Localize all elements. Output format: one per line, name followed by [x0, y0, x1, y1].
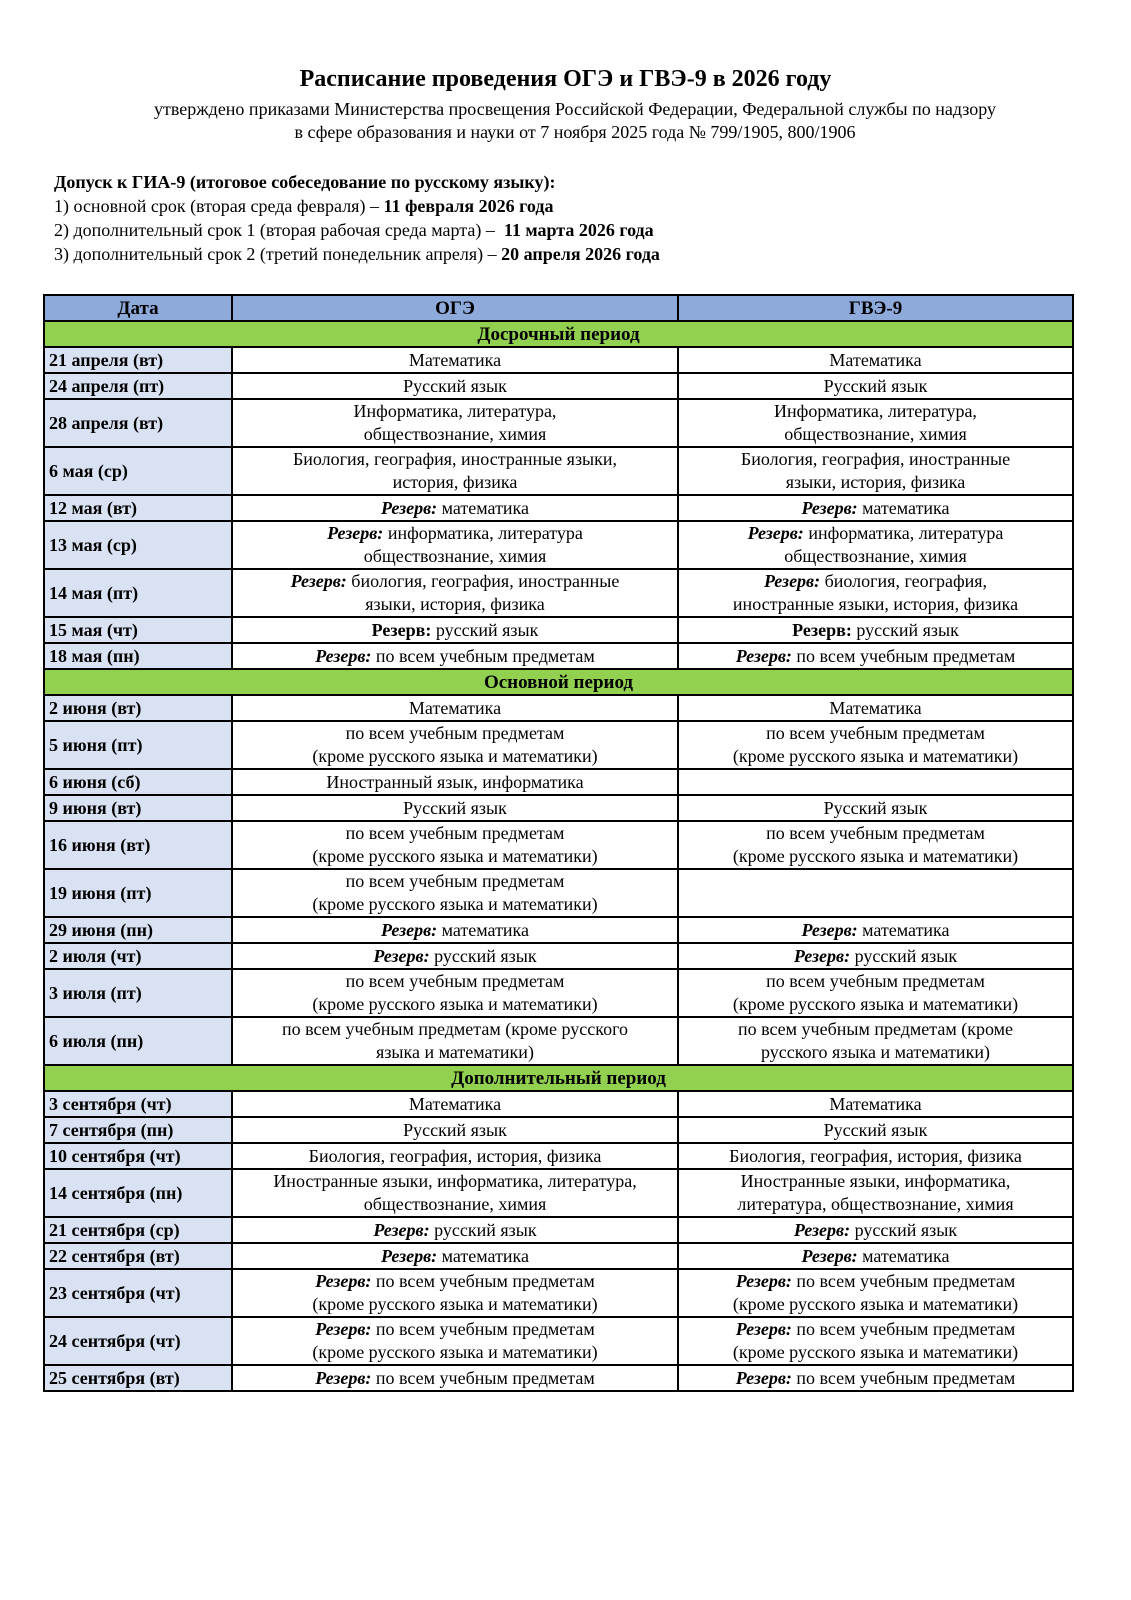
cell-line — [237, 522, 673, 545]
admission-item-date: 20 апреля 2026 года — [501, 244, 660, 264]
column-header-gve: ГВЭ-9 — [678, 295, 1073, 321]
cell-line — [683, 1270, 1068, 1293]
oge-cell — [232, 569, 678, 617]
date-cell: 19 июня (пт) — [44, 869, 232, 917]
cell-text: Иностранные языки, информатика, — [740, 1171, 1011, 1191]
cell-line: история, физика — [392, 472, 518, 492]
reserve-label: Резерв: — [763, 571, 821, 591]
admission-item-date: 11 марта 2026 года — [503, 220, 654, 240]
oge-cell — [232, 495, 678, 521]
date-cell: 15 мая (чт) — [44, 617, 232, 643]
reserve-label: Резерв: — [315, 1271, 372, 1291]
cell-text: по всем учебным предметам — [791, 1319, 1016, 1339]
cell-line: обществознание, химия — [363, 1194, 547, 1214]
cell-line — [683, 1119, 1068, 1142]
cell-line — [237, 771, 673, 794]
cell-text: Иностранный язык, информатика — [326, 771, 584, 792]
oge-cell — [232, 1169, 678, 1217]
table-row — [44, 1217, 1073, 1243]
gve-cell — [678, 643, 1073, 669]
table-row — [44, 943, 1073, 969]
cell-text: по всем учебным предметам — [345, 971, 565, 991]
reserve-label: Резерв: — [792, 619, 852, 640]
date-cell: 2 июня (вт) — [44, 695, 232, 721]
oge-cell — [232, 1217, 678, 1243]
cell-line — [683, 797, 1068, 820]
table-row — [44, 1243, 1073, 1269]
reserve-label: Резерв: — [735, 1271, 792, 1291]
cell-line: русского языка и математики) — [761, 1042, 990, 1062]
gve-cell — [678, 969, 1073, 1017]
cell-line: (кроме русского языка и математики) — [312, 894, 598, 914]
cell-text: по всем учебным предметам — [766, 823, 985, 843]
cell-text: по всем учебным предметам — [371, 1367, 595, 1388]
gve-cell — [678, 521, 1073, 569]
cell-text: математика — [437, 919, 530, 940]
cell-text: биология, география, — [820, 571, 988, 591]
table-row — [44, 1317, 1073, 1365]
oge-cell — [232, 943, 678, 969]
table-row — [44, 399, 1073, 447]
reserve-label: Резерв: — [735, 645, 792, 666]
cell-line — [683, 970, 1068, 993]
schedule-table — [43, 294, 1074, 1392]
cell-line: обществознание, химия — [363, 424, 547, 444]
cell-text: математика — [437, 1245, 530, 1266]
cell-line — [237, 1219, 673, 1242]
page-title: Расписание проведения ОГЭ и ГВЭ-9 в 2026 году — [299, 66, 832, 92]
gve-cell — [678, 1317, 1073, 1365]
table-row — [44, 495, 1073, 521]
cell-line: (кроме русского языка и математики) — [312, 1342, 598, 1362]
oge-cell — [232, 1243, 678, 1269]
cell-text: русский язык — [429, 1219, 537, 1240]
cell-line — [237, 870, 673, 893]
table-row — [44, 1117, 1073, 1143]
column-header-oge: ОГЭ — [232, 295, 678, 321]
date-cell: 18 мая (пн) — [44, 643, 232, 669]
gve-cell — [678, 399, 1073, 447]
cell-text: математика — [857, 919, 950, 940]
admission-item-date: 11 февраля 2026 года — [383, 196, 554, 216]
oge-cell — [232, 969, 678, 1017]
gve-cell — [678, 769, 1073, 795]
reserve-label: Резерв: — [801, 1245, 858, 1266]
cell-text: по всем учебным предметам — [371, 645, 595, 666]
period-title: Дополнительный период — [44, 1065, 1073, 1091]
gve-cell — [678, 569, 1073, 617]
reserve-label: Резерв: — [315, 1367, 372, 1388]
date-cell: 6 июня (сб) — [44, 769, 232, 795]
reserve-label: Резерв: — [735, 1367, 792, 1388]
cell-line: обществознание, химия — [784, 424, 967, 444]
admission-item — [54, 242, 1054, 266]
cell-text: по всем учебным предметам — [345, 723, 565, 743]
cell-line — [237, 1018, 673, 1041]
reserve-label: Резерв: — [371, 619, 432, 640]
gve-cell — [678, 617, 1073, 643]
cell-line: (кроме русского языка и математики) — [732, 846, 1019, 866]
cell-line — [237, 1367, 673, 1390]
table-row — [44, 1269, 1073, 1317]
cell-text: Русский язык — [403, 1119, 507, 1140]
gve-cell — [678, 1365, 1073, 1391]
date-cell: 3 июля (пт) — [44, 969, 232, 1017]
gve-cell — [678, 1217, 1073, 1243]
gve-cell — [678, 943, 1073, 969]
cell-text: по всем учебным предметам (кроме русского — [281, 1019, 629, 1039]
cell-text: Информатика, литература, — [774, 401, 977, 421]
gve-cell — [678, 1269, 1073, 1317]
cell-text: Математика — [829, 349, 922, 370]
date-cell: 2 июля (чт) — [44, 943, 232, 969]
cell-text: биология, география, иностранные — [346, 571, 620, 591]
gve-cell — [678, 1169, 1073, 1217]
table-row — [44, 373, 1073, 399]
cell-text: Биология, география, иностранные языки, — [292, 449, 618, 469]
cell-text: русский язык — [850, 1219, 958, 1240]
cell-line — [683, 1219, 1068, 1242]
date-cell: 5 июня (пт) — [44, 721, 232, 769]
cell-line — [237, 722, 673, 745]
reserve-label: Резерв: — [373, 945, 430, 966]
admission-item-text: 2) дополнительный срок 1 (вторая рабочая среда марта) – — [54, 220, 504, 240]
oge-cell — [232, 1317, 678, 1365]
table-row — [44, 917, 1073, 943]
cell-line — [683, 1367, 1068, 1390]
table-row — [44, 821, 1073, 869]
reserve-label: Резерв: — [801, 497, 858, 518]
reserve-label: Резерв: — [373, 1219, 430, 1240]
cell-text: Русский язык — [823, 1119, 928, 1140]
reserve-label: Резерв: — [380, 1245, 438, 1266]
table-row — [44, 617, 1073, 643]
gve-cell — [678, 1243, 1073, 1269]
date-cell: 21 апреля (вт) — [44, 347, 232, 373]
oge-cell — [232, 1269, 678, 1317]
date-cell: 23 сентября (чт) — [44, 1269, 232, 1317]
cell-text: по всем учебным предметам — [791, 1271, 1016, 1291]
date-cell: 10 сентября (чт) — [44, 1143, 232, 1169]
gve-cell — [678, 495, 1073, 521]
cell-text: русский язык — [851, 619, 959, 640]
gve-cell — [678, 869, 1073, 917]
reserve-label: Резерв: — [735, 1319, 792, 1339]
cell-line — [237, 349, 673, 372]
column-header-date: Дата — [44, 295, 232, 321]
reserve-label: Резерв: — [380, 497, 438, 518]
cell-text: Математика — [829, 697, 922, 718]
period-row — [44, 1065, 1073, 1091]
period-title: Досрочный период — [44, 321, 1073, 347]
cell-line — [683, 645, 1068, 668]
cell-line — [237, 1170, 673, 1193]
cell-line — [237, 570, 673, 593]
cell-line: языки, история, физика — [785, 472, 966, 492]
table-row — [44, 769, 1073, 795]
gve-cell — [678, 347, 1073, 373]
oge-cell — [232, 617, 678, 643]
oge-cell — [232, 695, 678, 721]
table-row — [44, 721, 1073, 769]
oge-cell — [232, 347, 678, 373]
cell-line — [683, 400, 1068, 423]
cell-line: (кроме русского языка и математики) — [312, 994, 598, 1014]
cell-line — [237, 822, 673, 845]
oge-cell — [232, 869, 678, 917]
cell-text: математика — [437, 497, 530, 518]
table-row — [44, 795, 1073, 821]
cell-line — [683, 1170, 1068, 1193]
gve-cell — [678, 447, 1073, 495]
cell-line — [683, 349, 1068, 372]
cell-line: (кроме русского языка и математики) — [732, 994, 1019, 1014]
date-cell: 16 июня (вт) — [44, 821, 232, 869]
cell-line — [683, 1018, 1068, 1041]
cell-line — [237, 697, 673, 720]
table-row — [44, 1365, 1073, 1391]
cell-line — [237, 448, 673, 471]
cell-text: Математика — [408, 1093, 502, 1114]
cell-line — [683, 1093, 1068, 1116]
cell-line — [237, 919, 673, 942]
date-cell: 29 июня (пн) — [44, 917, 232, 943]
cell-line — [683, 570, 1068, 593]
subtitle-line: в сфере образования и науки от 7 ноября 2025 года № 799/1905, 800/1906 — [294, 122, 856, 142]
cell-line — [683, 497, 1068, 520]
gve-cell — [678, 795, 1073, 821]
oge-cell — [232, 917, 678, 943]
oge-cell — [232, 1091, 678, 1117]
gve-cell — [678, 1091, 1073, 1117]
oge-cell — [232, 721, 678, 769]
date-cell: 24 апреля (пт) — [44, 373, 232, 399]
table-row — [44, 695, 1073, 721]
oge-cell — [232, 643, 678, 669]
table-header-row — [44, 295, 1073, 321]
oge-cell — [232, 1143, 678, 1169]
date-cell: 6 мая (ср) — [44, 447, 232, 495]
cell-text: по всем учебным предметам — [345, 823, 565, 843]
reserve-label: Резерв: — [327, 523, 384, 543]
cell-line — [683, 1245, 1068, 1268]
cell-text: Русский язык — [823, 375, 928, 396]
gve-cell — [678, 721, 1073, 769]
period-title: Основной период — [44, 669, 1073, 695]
admission-item — [54, 194, 1054, 218]
date-cell: 9 июня (вт) — [44, 795, 232, 821]
oge-cell — [232, 447, 678, 495]
table-row — [44, 347, 1073, 373]
subtitle-line: утверждено приказами Министерства просвещения Российской Федерации, Федеральной службы по надзору — [153, 99, 997, 119]
admission-item — [54, 218, 1054, 242]
gve-cell — [678, 1017, 1073, 1065]
date-cell: 12 мая (вт) — [44, 495, 232, 521]
cell-line — [237, 1270, 673, 1293]
cell-text: математика — [857, 1245, 950, 1266]
cell-line — [683, 619, 1068, 642]
admission-item-text: 3) дополнительный срок 2 (третий понедельник апреля) – — [54, 244, 502, 264]
date-cell: 24 сентября (чт) — [44, 1317, 232, 1365]
cell-line — [237, 497, 673, 520]
cell-line — [237, 945, 673, 968]
cell-text: информатика, литература — [803, 523, 1004, 543]
cell-text: по всем учебным предметам — [371, 1271, 595, 1291]
admission-item-text: 1) основной срок (вторая среда февраля) – — [54, 196, 384, 216]
cell-line — [683, 1145, 1068, 1168]
cell-line — [237, 1093, 673, 1116]
oge-cell — [232, 399, 678, 447]
table-row — [44, 569, 1073, 617]
table-row — [44, 643, 1073, 669]
date-cell: 7 сентября (пн) — [44, 1117, 232, 1143]
cell-text: Русский язык — [403, 375, 507, 396]
cell-text: по всем учебным предметам — [791, 1367, 1016, 1388]
cell-line — [683, 375, 1068, 398]
table-row — [44, 869, 1073, 917]
date-cell: 13 мая (ср) — [44, 521, 232, 569]
cell-line — [237, 1318, 673, 1341]
oge-cell — [232, 795, 678, 821]
cell-text: Русский язык — [403, 797, 507, 818]
date-cell: 6 июля (пн) — [44, 1017, 232, 1065]
schedule-body — [44, 321, 1073, 1391]
cell-text: Русский язык — [823, 797, 928, 818]
gve-cell — [678, 821, 1073, 869]
gve-cell — [678, 1117, 1073, 1143]
date-cell: 14 мая (пт) — [44, 569, 232, 617]
cell-line — [683, 448, 1068, 471]
cell-line — [237, 400, 673, 423]
reserve-label: Резерв: — [290, 571, 347, 591]
cell-text: по всем учебным предметам — [371, 1319, 595, 1339]
cell-line — [683, 522, 1068, 545]
cell-line — [237, 1145, 673, 1168]
cell-text: русский язык — [431, 619, 539, 640]
date-cell: 25 сентября (вт) — [44, 1365, 232, 1391]
cell-line: обществознание, химия — [363, 546, 547, 566]
cell-line: (кроме русского языка и математики) — [732, 1294, 1019, 1314]
table-row — [44, 1091, 1073, 1117]
cell-text: русский язык — [429, 945, 537, 966]
cell-text: Биология, география, история, физика — [729, 1145, 1022, 1166]
reserve-label: Резерв: — [315, 645, 372, 666]
oge-cell — [232, 521, 678, 569]
gve-cell — [678, 695, 1073, 721]
cell-line: (кроме русского языка и математики) — [732, 746, 1019, 766]
cell-line — [683, 1318, 1068, 1341]
gve-cell — [678, 1143, 1073, 1169]
cell-text: по всем учебным предметам — [791, 645, 1016, 666]
gve-cell — [678, 373, 1073, 399]
cell-text: по всем учебным предметам — [766, 723, 985, 743]
oge-cell — [232, 821, 678, 869]
cell-line — [237, 797, 673, 820]
reserve-label: Резерв: — [380, 919, 438, 940]
oge-cell — [232, 769, 678, 795]
table-row — [44, 1017, 1073, 1065]
cell-line: (кроме русского языка и математики) — [312, 1294, 598, 1314]
cell-line: иностранные языки, история, физика — [732, 594, 1019, 614]
admission-section — [54, 170, 1054, 266]
cell-line: (кроме русского языка и математики) — [312, 746, 598, 766]
cell-line: обществознание, химия — [784, 546, 967, 566]
cell-text: математика — [857, 497, 950, 518]
admission-heading: Допуск к ГИА-9 (итоговое собеседование по русскому языку): — [54, 172, 556, 192]
cell-text: информатика, литература — [383, 523, 583, 543]
cell-line — [237, 375, 673, 398]
cell-text: Математика — [829, 1093, 922, 1114]
cell-line — [683, 822, 1068, 845]
oge-cell — [232, 1365, 678, 1391]
cell-line — [237, 619, 673, 642]
cell-line: языка и математики) — [376, 1042, 534, 1062]
cell-text: Иностранные языки, информатика, литература, — [273, 1171, 637, 1191]
cell-line: (кроме русского языка и математики) — [732, 1342, 1019, 1362]
cell-line: языки, история, физика — [365, 594, 545, 614]
oge-cell — [232, 373, 678, 399]
date-cell: 21 сентября (ср) — [44, 1217, 232, 1243]
cell-text: Математика — [408, 349, 502, 370]
reserve-label: Резерв: — [801, 919, 858, 940]
gve-cell — [678, 917, 1073, 943]
date-cell: 28 апреля (вт) — [44, 399, 232, 447]
cell-text: Биология, география, иностранные — [740, 449, 1011, 469]
cell-line: (кроме русского языка и математики) — [312, 846, 598, 866]
oge-cell — [232, 1117, 678, 1143]
cell-text: Биология, география, история, физика — [308, 1145, 602, 1166]
table-row — [44, 969, 1073, 1017]
cell-line — [683, 945, 1068, 968]
date-cell: 3 сентября (чт) — [44, 1091, 232, 1117]
cell-text: по всем учебным предметам — [766, 971, 985, 991]
cell-text: по всем учебным предметам (кроме — [737, 1019, 1014, 1039]
cell-line — [683, 919, 1068, 942]
table-row — [44, 447, 1073, 495]
cell-line — [237, 970, 673, 993]
cell-text: русский язык — [850, 945, 958, 966]
table-row — [44, 1143, 1073, 1169]
cell-line — [237, 1119, 673, 1142]
cell-text: Информатика, литература, — [353, 401, 557, 421]
cell-line — [237, 645, 673, 668]
period-row — [44, 669, 1073, 695]
oge-cell — [232, 1017, 678, 1065]
date-cell: 22 сентября (вт) — [44, 1243, 232, 1269]
period-row — [44, 321, 1073, 347]
reserve-label: Резерв: — [747, 523, 804, 543]
cell-line: литература, обществознание, химия — [737, 1194, 1014, 1214]
page-subtitle — [70, 98, 1080, 144]
cell-line — [683, 697, 1068, 720]
cell-text: Математика — [408, 697, 502, 718]
reserve-label: Резерв: — [793, 945, 851, 966]
cell-line — [237, 1245, 673, 1268]
table-row — [44, 521, 1073, 569]
reserve-label: Резерв: — [315, 1319, 372, 1339]
date-cell: 14 сентября (пн) — [44, 1169, 232, 1217]
table-row — [44, 1169, 1073, 1217]
cell-text: по всем учебным предметам — [345, 871, 565, 891]
reserve-label: Резерв: — [793, 1219, 851, 1240]
cell-line — [683, 722, 1068, 745]
